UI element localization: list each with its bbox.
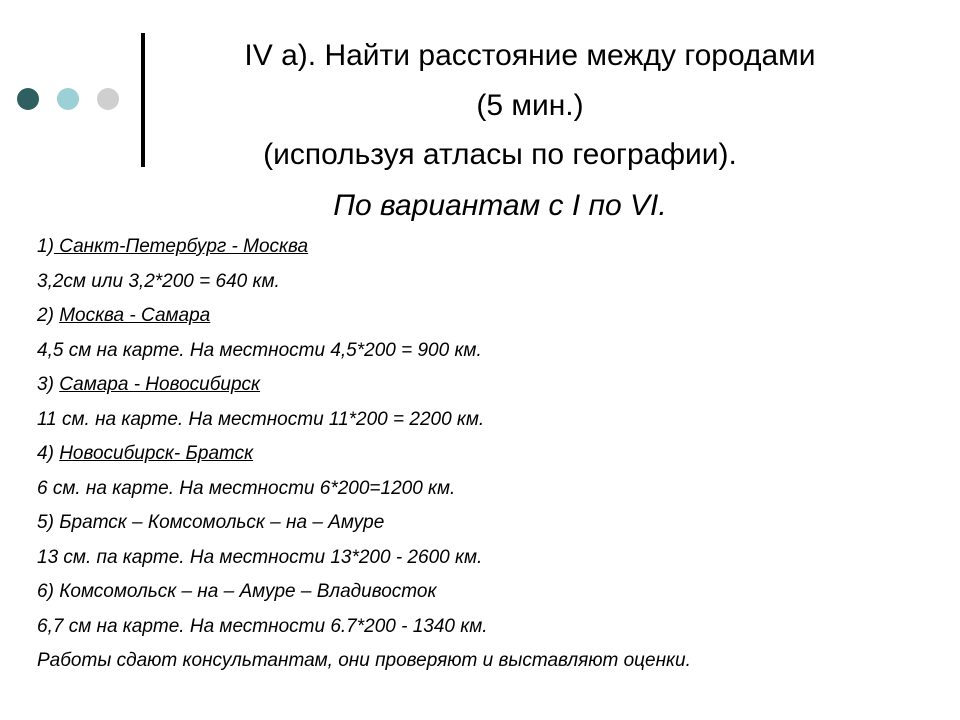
- route-line-3: [37, 368, 937, 403]
- slide-title: IV а). Найти расстояние между городами: [244, 39, 816, 72]
- route-number: 2): [37, 305, 60, 326]
- route-line-4: [37, 437, 937, 472]
- result-line-5: 13 см. па карте. На местности 13*200 - 2600 км.: [37, 546, 483, 568]
- route-number: 6): [37, 581, 60, 602]
- decorative-dot-light-teal: [57, 88, 79, 110]
- route-line-5: [37, 506, 937, 541]
- route-line-6: [37, 575, 937, 610]
- route-number: 3): [37, 374, 60, 395]
- route-number: 5): [37, 512, 60, 533]
- route-number: 4): [37, 443, 60, 464]
- route-name: Москва - Самара: [59, 305, 211, 326]
- footer-note: Работы сдают консультантам, они проверяют и выставляют оценки.: [37, 650, 691, 671]
- instruction-atlas: (используя атласы по географии).: [263, 138, 737, 171]
- result-line-4: 6 см. на карте. На местности 6*200=1200 км.: [37, 477, 456, 499]
- decorative-dot-gray: [97, 88, 119, 110]
- route-name: Санкт-Петербург - Москва: [53, 236, 309, 257]
- route-name: Комсомольск – на – Амуре – Владивосток: [59, 581, 437, 602]
- route-name: Братск – Комсомольск – на – Амуре: [59, 512, 385, 533]
- result-line-6: 6,7 см на карте. На местности 6.7*200 - 1340 км.: [37, 615, 488, 637]
- route-name: Новосибирск- Братск: [59, 443, 254, 464]
- route-number: 1): [37, 236, 54, 257]
- route-name: Самара - Новосибирск: [59, 374, 261, 395]
- decorative-dot-dark: [17, 88, 39, 110]
- result-line-2: 4,5 см на карте. На местности 4,5*200 = 900 км.: [37, 339, 482, 361]
- instruction-variants: По вариантам с I по VI.: [333, 189, 667, 222]
- result-line-1: 3,2см или 3,2*200 = 640 км.: [37, 270, 280, 292]
- result-line-3: 11 см. на карте. На местности 11*200 = 2200 км.: [37, 408, 485, 430]
- task-list: [37, 230, 937, 679]
- route-line-1: [37, 230, 937, 265]
- route-line-2: [37, 299, 937, 334]
- time-limit: (5 мин.): [476, 89, 584, 122]
